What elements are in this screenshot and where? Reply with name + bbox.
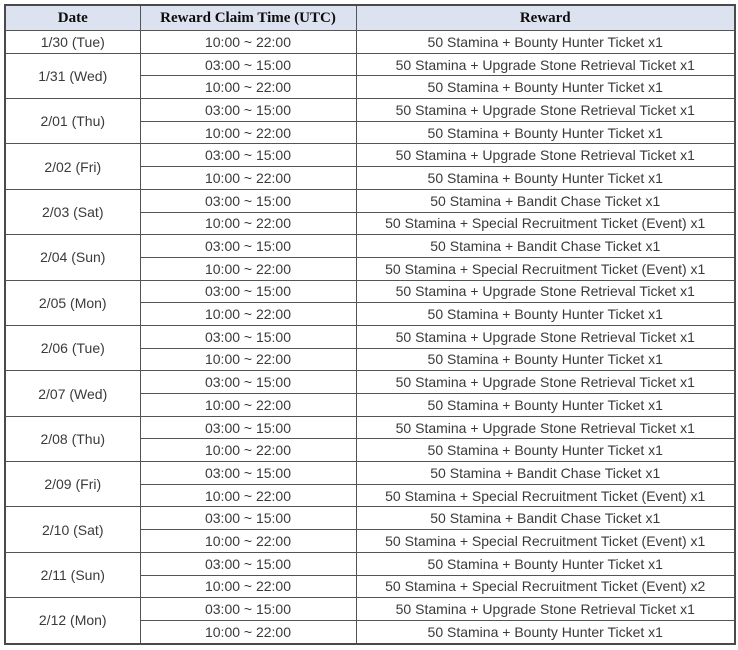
date-cell: 2/07 (Wed) — [5, 371, 140, 416]
date-cell: 2/12 (Mon) — [5, 598, 140, 644]
table-row — [5, 552, 735, 575]
reward-cell: 50 Stamina + Upgrade Stone Retrieval Ticket x1 — [356, 144, 735, 167]
reward-cell: 50 Stamina + Bandit Chase Ticket x1 — [356, 507, 735, 530]
table-row — [5, 31, 735, 54]
claim-time-cell: 10:00 ~ 22:00 — [140, 76, 356, 99]
claim-time-cell: 10:00 ~ 22:00 — [140, 620, 356, 643]
col-header-date: Date — [5, 5, 140, 31]
table-row — [5, 189, 735, 212]
reward-cell: 50 Stamina + Bounty Hunter Ticket x1 — [356, 620, 735, 643]
claim-time-cell: 03:00 ~ 15:00 — [140, 416, 356, 439]
table-header-row — [5, 5, 735, 31]
table-row — [5, 598, 735, 621]
claim-time-cell: 10:00 ~ 22:00 — [140, 484, 356, 507]
claim-time-cell: 03:00 ~ 15:00 — [140, 280, 356, 303]
reward-cell: 50 Stamina + Bounty Hunter Ticket x1 — [356, 552, 735, 575]
reward-cell: 50 Stamina + Upgrade Stone Retrieval Ticket x1 — [356, 416, 735, 439]
claim-time-cell: 10:00 ~ 22:00 — [140, 530, 356, 553]
claim-time-cell: 03:00 ~ 15:00 — [140, 598, 356, 621]
reward-cell: 50 Stamina + Bounty Hunter Ticket x1 — [356, 439, 735, 462]
reward-cell: 50 Stamina + Bounty Hunter Ticket x1 — [356, 76, 735, 99]
reward-cell: 50 Stamina + Upgrade Stone Retrieval Ticket x1 — [356, 371, 735, 394]
claim-time-cell: 03:00 ~ 15:00 — [140, 53, 356, 76]
reward-cell: 50 Stamina + Special Recruitment Ticket (Event) x1 — [356, 530, 735, 553]
reward-cell: 50 Stamina + Upgrade Stone Retrieval Ticket x1 — [356, 280, 735, 303]
table-row — [5, 462, 735, 485]
table-row — [5, 325, 735, 348]
claim-time-cell: 03:00 ~ 15:00 — [140, 189, 356, 212]
date-cell: 2/09 (Fri) — [5, 462, 140, 507]
claim-time-cell: 10:00 ~ 22:00 — [140, 394, 356, 417]
col-header-reward: Reward — [356, 5, 735, 31]
table-row — [5, 507, 735, 530]
table-row — [5, 99, 735, 122]
claim-time-cell: 03:00 ~ 15:00 — [140, 462, 356, 485]
date-cell: 2/08 (Thu) — [5, 416, 140, 461]
reward-cell: 50 Stamina + Bounty Hunter Ticket x1 — [356, 31, 735, 54]
table-row — [5, 280, 735, 303]
date-cell: 1/30 (Tue) — [5, 31, 140, 54]
claim-time-cell: 10:00 ~ 22:00 — [140, 575, 356, 598]
claim-time-cell: 10:00 ~ 22:00 — [140, 303, 356, 326]
reward-cell: 50 Stamina + Special Recruitment Ticket (Event) x2 — [356, 575, 735, 598]
date-cell: 2/04 (Sun) — [5, 235, 140, 280]
table-row — [5, 371, 735, 394]
claim-time-cell: 03:00 ~ 15:00 — [140, 144, 356, 167]
claim-time-cell: 03:00 ~ 15:00 — [140, 99, 356, 122]
table-row — [5, 416, 735, 439]
claim-time-cell: 03:00 ~ 15:00 — [140, 325, 356, 348]
reward-cell: 50 Stamina + Bounty Hunter Ticket x1 — [356, 348, 735, 371]
date-cell: 2/10 (Sat) — [5, 507, 140, 552]
claim-time-cell: 10:00 ~ 22:00 — [140, 439, 356, 462]
reward-cell: 50 Stamina + Upgrade Stone Retrieval Ticket x1 — [356, 325, 735, 348]
table-row — [5, 144, 735, 167]
claim-time-cell: 10:00 ~ 22:00 — [140, 121, 356, 144]
reward-schedule-table — [4, 4, 736, 645]
reward-cell: 50 Stamina + Bounty Hunter Ticket x1 — [356, 121, 735, 144]
reward-cell: 50 Stamina + Upgrade Stone Retrieval Ticket x1 — [356, 53, 735, 76]
table-body — [5, 31, 735, 644]
date-cell: 2/03 (Sat) — [5, 189, 140, 234]
reward-cell: 50 Stamina + Upgrade Stone Retrieval Ticket x1 — [356, 598, 735, 621]
date-cell: 2/11 (Sun) — [5, 552, 140, 597]
reward-cell: 50 Stamina + Bandit Chase Ticket x1 — [356, 462, 735, 485]
table-row — [5, 53, 735, 76]
claim-time-cell: 10:00 ~ 22:00 — [140, 31, 356, 54]
reward-cell: 50 Stamina + Bounty Hunter Ticket x1 — [356, 167, 735, 190]
date-cell: 1/31 (Wed) — [5, 53, 140, 98]
reward-cell: 50 Stamina + Special Recruitment Ticket (Event) x1 — [356, 212, 735, 235]
claim-time-cell: 03:00 ~ 15:00 — [140, 235, 356, 258]
claim-time-cell: 10:00 ~ 22:00 — [140, 257, 356, 280]
date-cell: 2/01 (Thu) — [5, 99, 140, 144]
reward-cell: 50 Stamina + Upgrade Stone Retrieval Ticket x1 — [356, 99, 735, 122]
date-cell: 2/02 (Fri) — [5, 144, 140, 189]
reward-cell: 50 Stamina + Special Recruitment Ticket (Event) x1 — [356, 257, 735, 280]
claim-time-cell: 10:00 ~ 22:00 — [140, 212, 356, 235]
claim-time-cell: 10:00 ~ 22:00 — [140, 348, 356, 371]
reward-cell: 50 Stamina + Bounty Hunter Ticket x1 — [356, 394, 735, 417]
claim-time-cell: 03:00 ~ 15:00 — [140, 371, 356, 394]
table-row — [5, 235, 735, 258]
reward-cell: 50 Stamina + Special Recruitment Ticket (Event) x1 — [356, 484, 735, 507]
reward-cell: 50 Stamina + Bandit Chase Ticket x1 — [356, 235, 735, 258]
claim-time-cell: 10:00 ~ 22:00 — [140, 167, 356, 190]
date-cell: 2/06 (Tue) — [5, 325, 140, 370]
reward-cell: 50 Stamina + Bandit Chase Ticket x1 — [356, 189, 735, 212]
col-header-claim-time: Reward Claim Time (UTC) — [140, 5, 356, 31]
claim-time-cell: 03:00 ~ 15:00 — [140, 507, 356, 530]
reward-cell: 50 Stamina + Bounty Hunter Ticket x1 — [356, 303, 735, 326]
date-cell: 2/05 (Mon) — [5, 280, 140, 325]
claim-time-cell: 03:00 ~ 15:00 — [140, 552, 356, 575]
